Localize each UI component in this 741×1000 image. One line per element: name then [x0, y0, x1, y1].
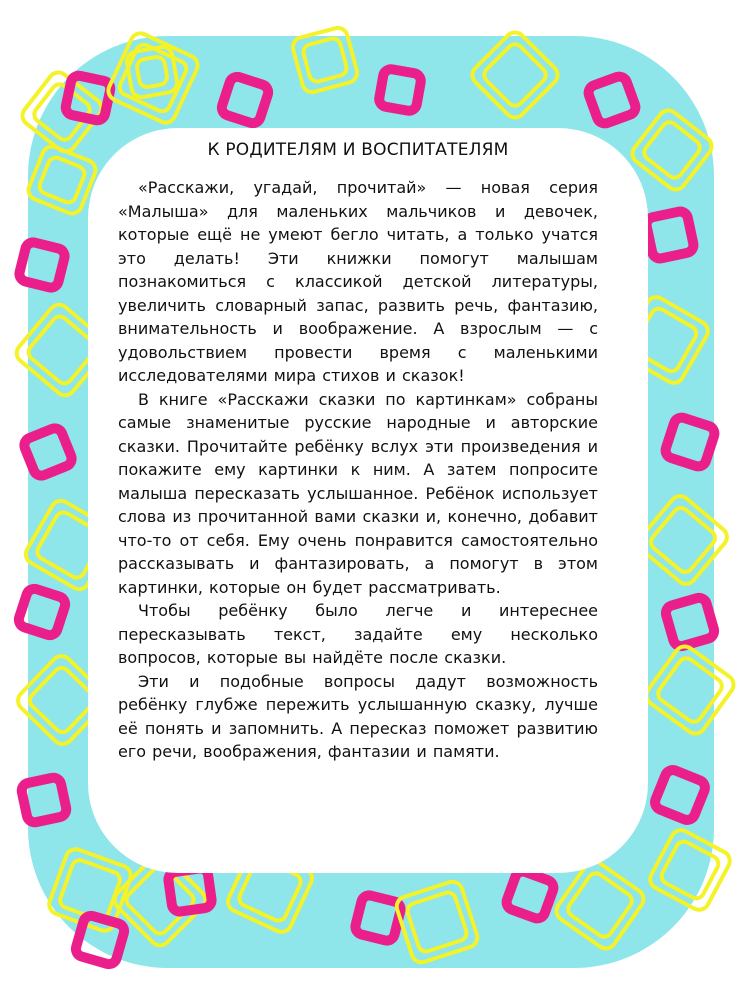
page-title: К РОДИТЕЛЯМ И ВОСПИТАТЕЛЯМ — [207, 140, 509, 160]
paragraph: В книге «Расскажи сказки по картинкам» собраны самые знаменитые русские народные и авторские сказки. Прочитайте ребёнку вслух эти произведения и покажите ему картинки к ним. А затем попросите малыша пересказать услышанное. Ребёнок использует слова из прочитанной вами сказки и, конечно, добавит что-то от себя. Ему очень понравится самостоятельно рассказывать и фантазировать, а помогут в этом картинки, которые он будет рассматривать. — [118, 389, 598, 597]
page-content — [118, 140, 598, 764]
paragraph: «Расскажи, угадай, прочитай» — новая серия «Малыша» для маленьких мальчиков и девочек, которые ещё не умеют бегло читать, а только учатся это делать! Эти книжки помогут малышам познакомиться с классикой детской литературы, увеличить словарный запас, развить речь, фантазию, внимательность и воображение. А взрослым — с удовольствием провести время с маленькими исследователями мира стихов и сказок! — [118, 178, 598, 385]
paragraph: Эти и подобные вопросы дадут возможность ребёнку глубже пережить услышанную сказку, лучше её понять и запомнить. А пересказ поможет развитию его речи, воображения, фантазии и памяти. — [118, 671, 598, 761]
paragraph: Чтобы ребёнку было легче и интереснее пересказывать текст, задайте ему несколько вопросов, которые вы найдёте после сказки. — [118, 601, 598, 667]
